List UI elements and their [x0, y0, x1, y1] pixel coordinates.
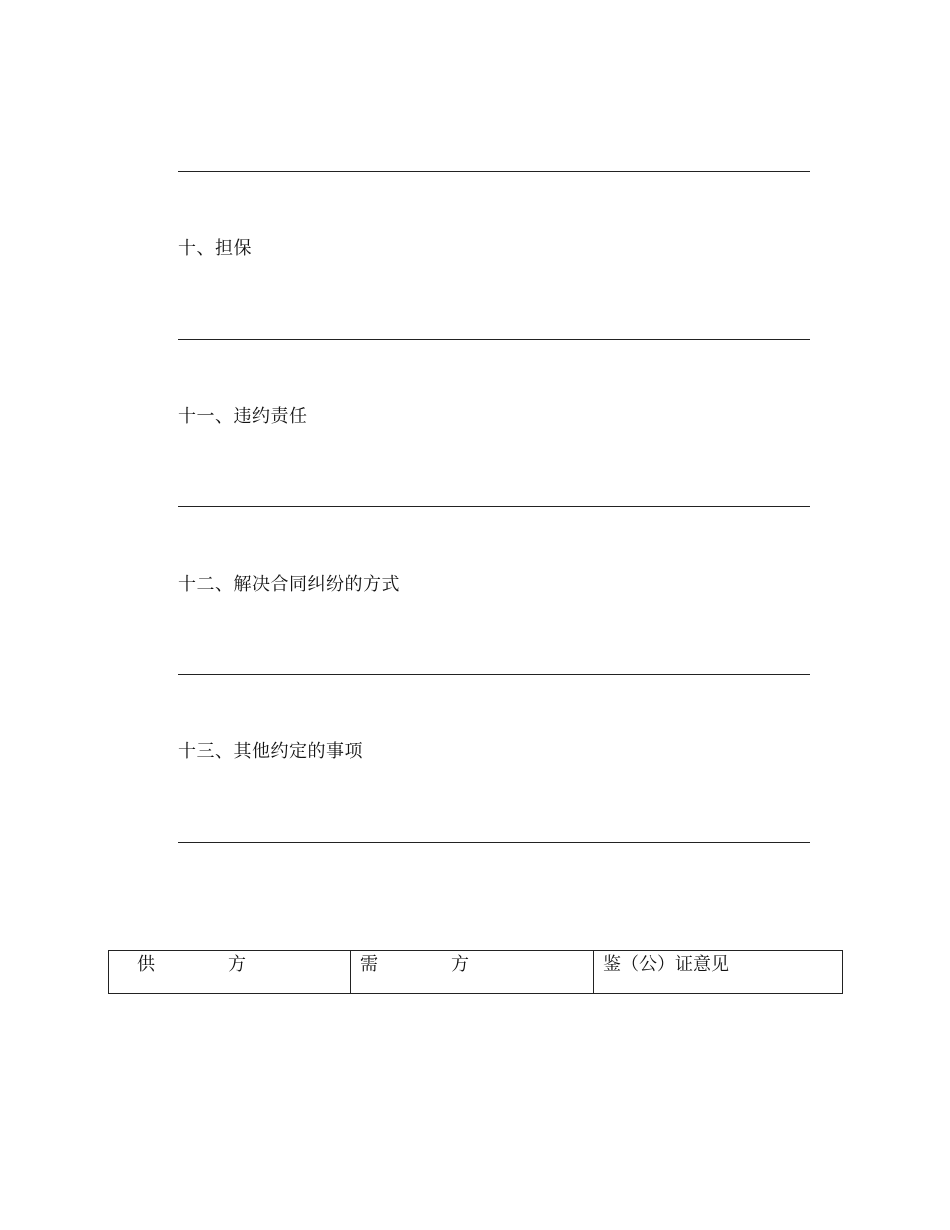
- section-title-dispute-resolution: 十二、解决合同纠纷的方式: [178, 574, 400, 595]
- buyer-label-char: 方: [451, 954, 469, 975]
- signature-table: [108, 950, 843, 994]
- section-title-other-matters: 十三、其他约定的事项: [178, 741, 363, 762]
- fill-in-line: [178, 674, 810, 675]
- supplier-label-char: 供: [137, 954, 155, 975]
- supplier-cell: [109, 951, 351, 994]
- supplier-label-char: 方: [228, 954, 246, 975]
- buyer-cell: [351, 951, 594, 994]
- buyer-label-char: 需: [360, 954, 378, 975]
- section-title-breach-liability: 十一、违约责任: [178, 406, 308, 427]
- fill-in-line: [178, 171, 810, 172]
- table-row: [109, 951, 843, 994]
- notary-opinion-cell: [594, 951, 843, 994]
- section-title-guarantee: 十、担保: [178, 238, 252, 259]
- fill-in-line: [178, 506, 810, 507]
- notary-opinion-label: 鉴（公）证意见: [603, 954, 729, 975]
- fill-in-line: [178, 842, 810, 843]
- fill-in-line: [178, 339, 810, 340]
